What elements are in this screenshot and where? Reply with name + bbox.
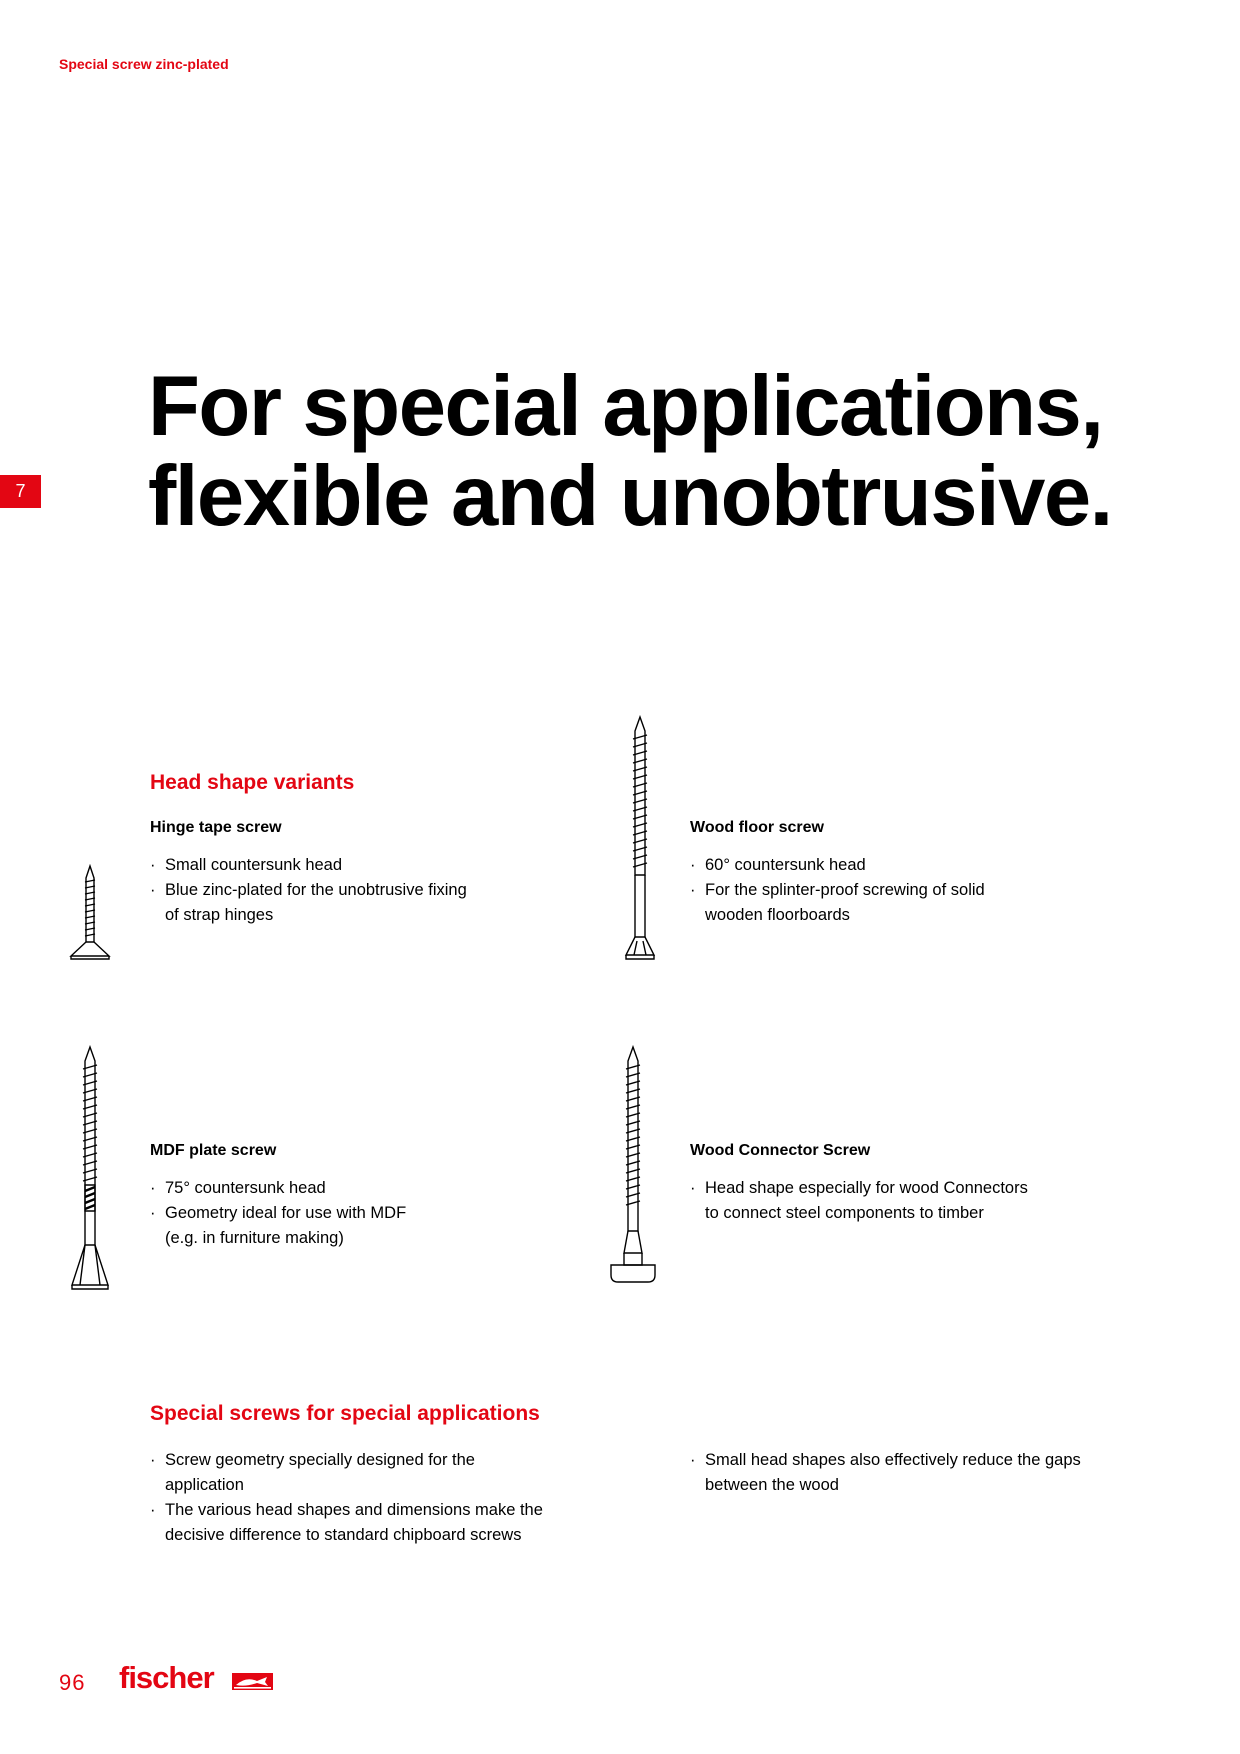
bullet-continuation (150, 1473, 590, 1498)
wood-floor-screw-bullets (690, 853, 1110, 928)
special-left-bullets (150, 1448, 590, 1548)
bullet-item: · 75° countersunk head (150, 1176, 550, 1201)
bullet-continuation-text: application (165, 1476, 244, 1494)
headline-line-2: flexible and unobtrusive. (148, 449, 1112, 544)
mdf-plate-screw-image (68, 1045, 112, 1295)
bullet-continuation-text: wooden floorboards (705, 906, 850, 924)
wood-connector-screw-image (608, 1045, 658, 1295)
bullet-continuation (150, 1226, 550, 1251)
bullet-continuation (690, 1473, 1130, 1498)
bullet-continuation-text: of strap hinges (165, 906, 274, 924)
mdf-plate-screw-bullets (150, 1176, 550, 1251)
bullet-item: · Blue zinc-plated for the unobtrusive fixing (150, 878, 550, 903)
headline (148, 359, 1208, 544)
bullet-item: · 60° countersunk head (690, 853, 1110, 878)
bullet-continuation-text: between the wood (705, 1476, 839, 1494)
bullet-continuation (150, 1523, 590, 1548)
bullet-item: · Geometry ideal for use with MDF (150, 1201, 550, 1226)
bullet-item: · Screw geometry specially designed for the (150, 1448, 590, 1473)
special-right-bullets (690, 1448, 1130, 1498)
bullet-item: · Head shape especially for wood Connectors (690, 1176, 1110, 1201)
chapter-tab: 7 (0, 475, 41, 508)
bullet-continuation (690, 903, 1110, 928)
bullet-continuation-text: decisive difference to standard chipboard screws (165, 1526, 522, 1544)
bullet-continuation (690, 1201, 1110, 1226)
page-number: 96 (59, 1670, 86, 1695)
bullet-continuation-text: to connect steel components to timber (705, 1204, 984, 1222)
wood-connector-screw-bullets (690, 1176, 1110, 1226)
product-name-hinge-tape-screw: Hinge tape screw (150, 819, 282, 836)
wood-floor-screw-image (621, 715, 659, 965)
bullet-continuation (150, 903, 550, 928)
product-name-wood-connector-screw: Wood Connector Screw (690, 1142, 871, 1159)
bullet-item: · Small countersunk head (150, 853, 550, 878)
fischer-fish-logo-icon (232, 1673, 273, 1690)
product-name-wood-floor-screw: Wood floor screw (690, 819, 824, 836)
hinge-tape-screw-image (68, 864, 112, 962)
brand-logo: fischer (119, 1660, 214, 1695)
product-name-mdf-plate-screw: MDF plate screw (150, 1142, 277, 1159)
headline-line-1: For special applications, (148, 359, 1103, 454)
bullet-item: · The various head shapes and dimensions make the (150, 1498, 590, 1523)
hinge-tape-screw-bullets (150, 853, 550, 928)
bullet-item: · For the splinter-proof screwing of solid (690, 878, 1110, 903)
special-section-title: Special screws for special applications (150, 1402, 540, 1425)
bullet-item: · Small head shapes also effectively reduce the gaps (690, 1448, 1130, 1473)
head-shape-section-title: Head shape variants (150, 771, 355, 794)
bullet-continuation-text: (e.g. in furniture making) (165, 1229, 344, 1247)
header-label: Special screw zinc-plated (59, 56, 229, 72)
